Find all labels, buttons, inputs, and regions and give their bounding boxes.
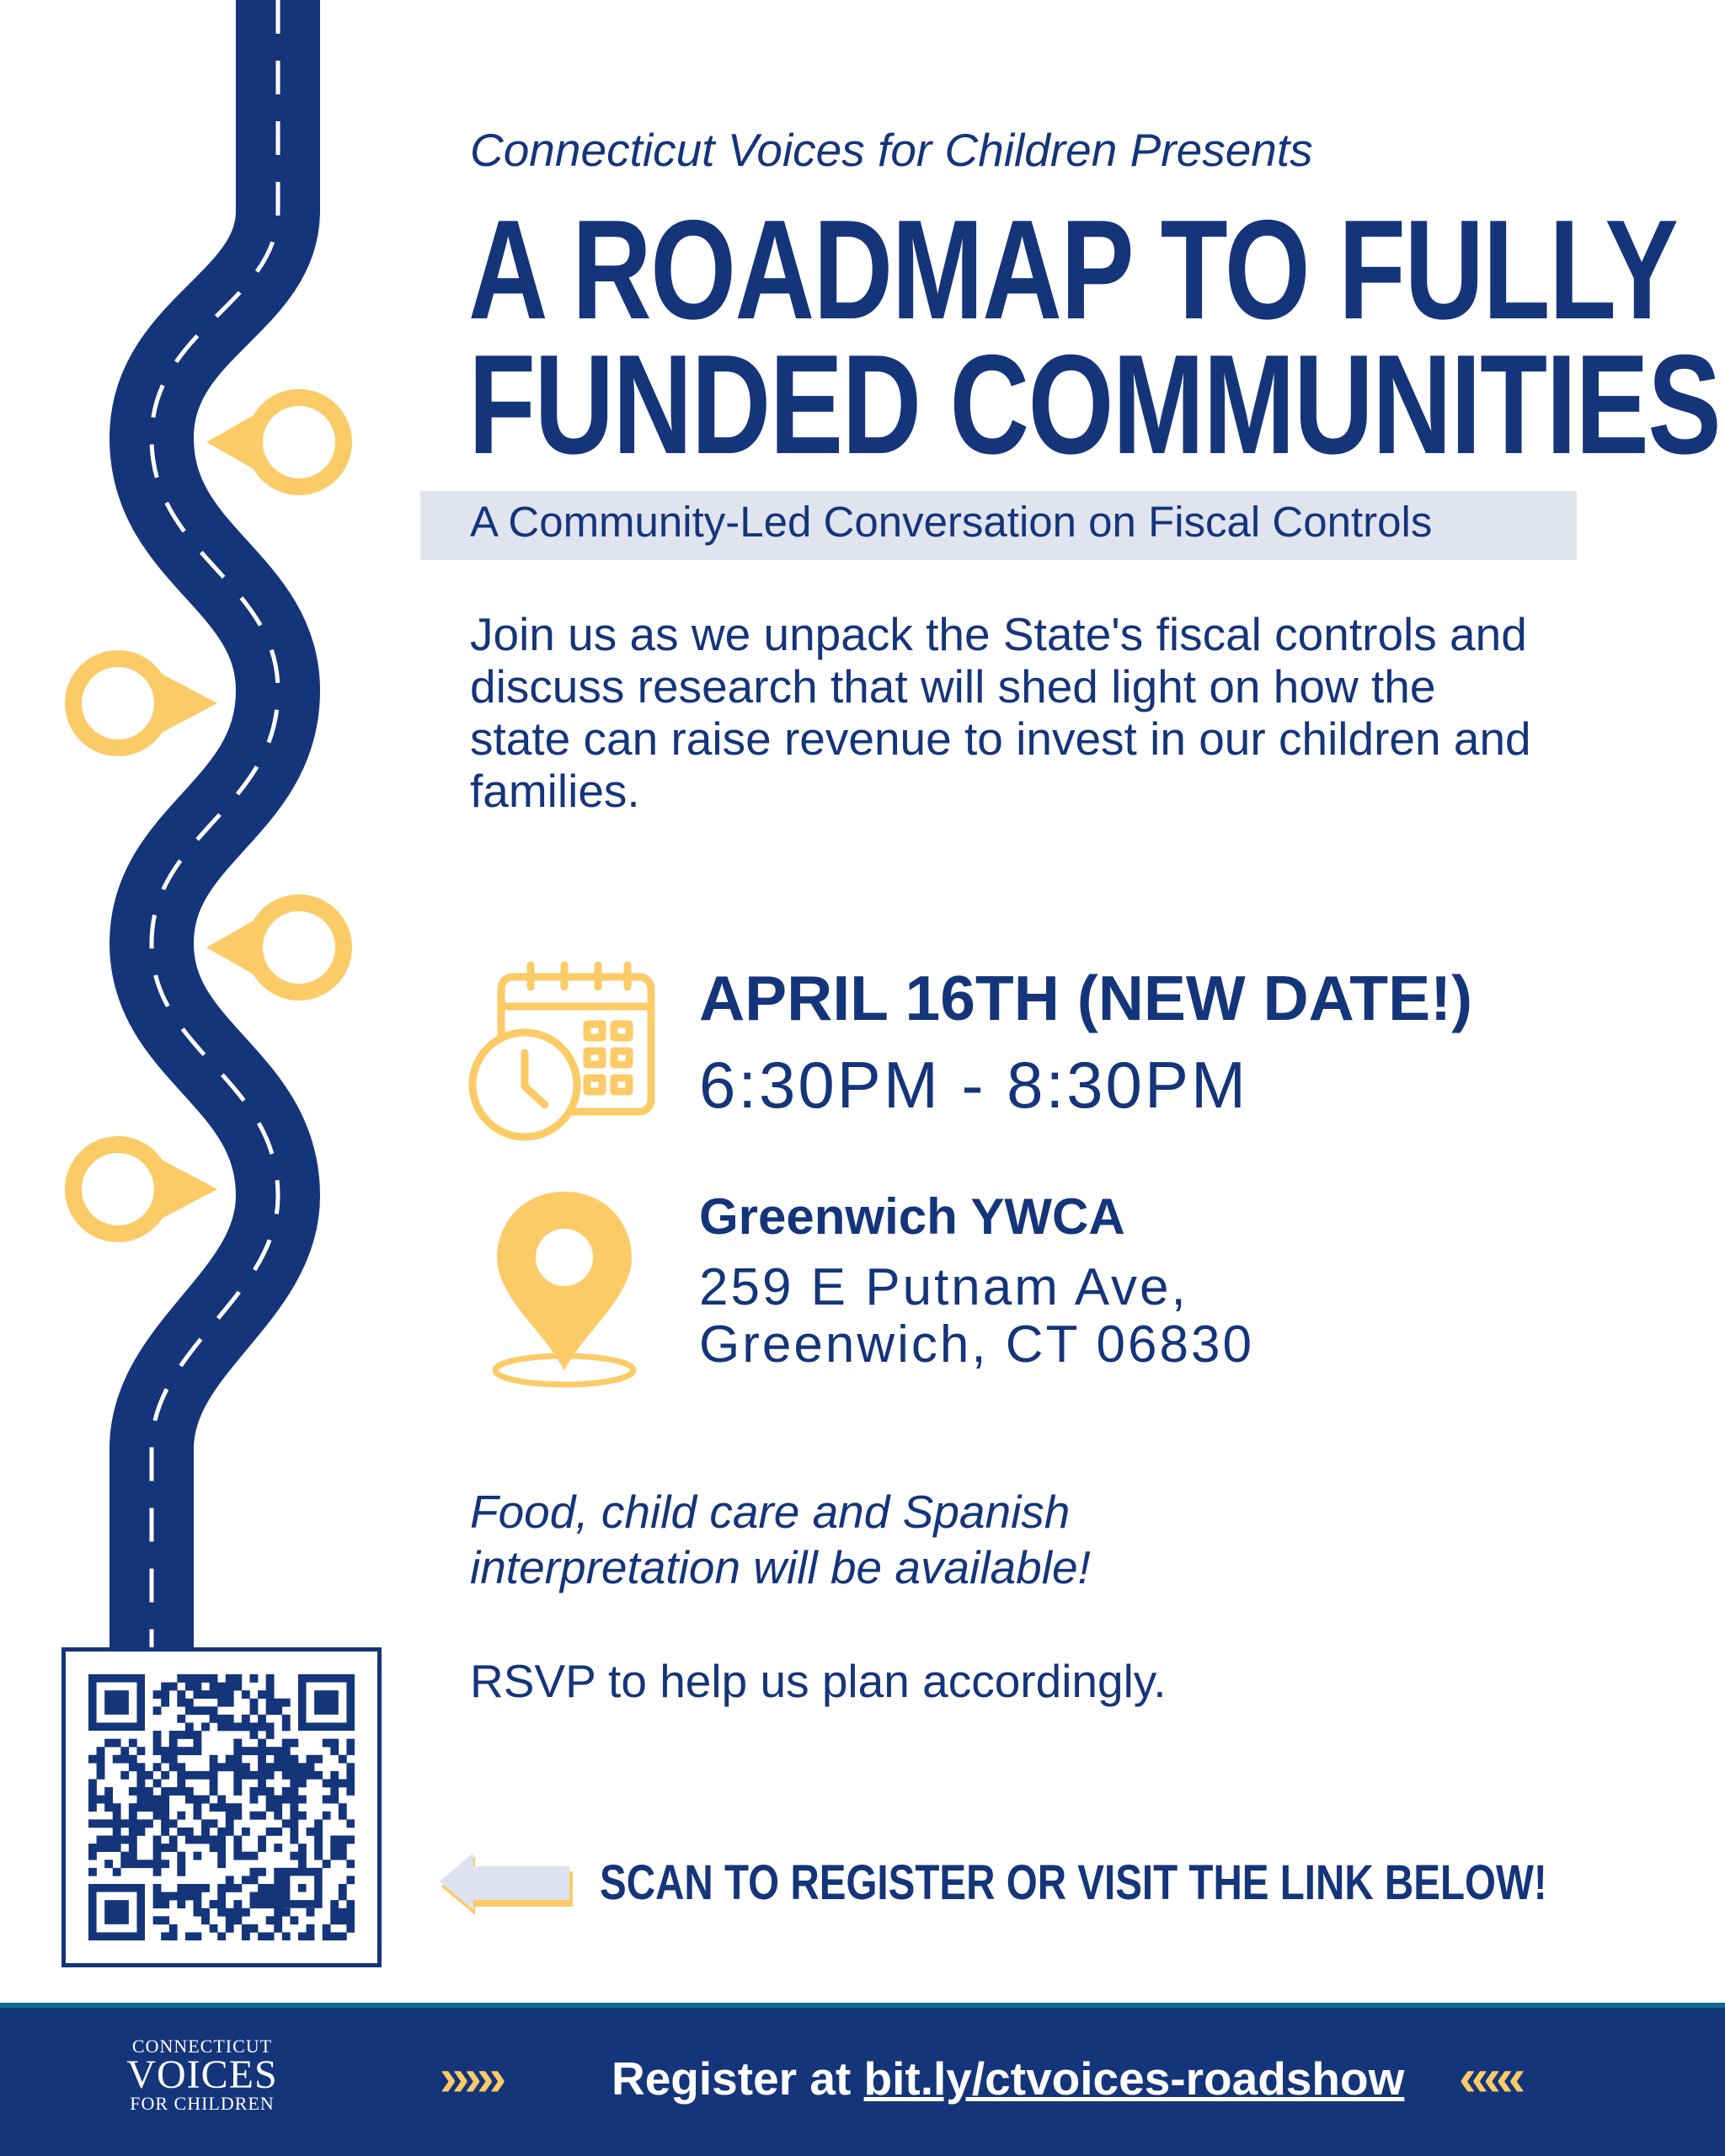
winding-road-illustration [0,0,438,1659]
amenities-note [470,1484,1312,1595]
road-path [152,0,278,1659]
arrow-left-icon [438,1851,577,1915]
scan-cta: SCAN TO REGISTER OR VISIT THE LINK BELOW! [600,1855,1547,1910]
event-title-line-2: FUNDED COMMUNITIES [468,325,1721,483]
event-date: APRIL 16TH (NEW DATE!) [699,963,1473,1033]
event-venue: Greenwich YWCA [699,1188,1125,1245]
event-title-line-1: A ROADMAP TO FULLY [468,190,1678,349]
road-pin-2 [73,659,163,748]
presenter-line: Connecticut Voices for Children Presents [470,124,1313,176]
road-pin-1 [254,398,344,487]
rsvp-note: RSVP to help us plan accordingly. [470,1655,1167,1707]
amenities-line-2: interpretation will be available! [470,1541,1091,1593]
road-pin-3 [254,903,344,992]
chevrons-right-icon: ››››› [440,2049,502,2107]
road-pin-1-tip [206,411,261,473]
register-link[interactable]: bit.ly/ctvoices-roadshow [863,2052,1405,2105]
calendar-clock-icon [467,960,661,1141]
qr-code[interactable] [88,1674,355,1940]
register-prefix: Register at [611,2052,864,2105]
event-title [468,190,1721,483]
ctvoices-logo: CONNECTICUT VOICES FOR CHILDREN [126,2036,278,2114]
qr-code-frame[interactable] [61,1647,382,1967]
chevrons-left-icon: ‹‹‹‹‹ [1459,2049,1521,2107]
address-line-1: 259 E Putnam Ave, [699,1258,1188,1316]
road-pin-3-tip [206,916,261,979]
event-time: 6:30PM - 8:30PM [699,1048,1248,1122]
intro-paragraph: Join us as we unpack the State's fiscal controls and discuss research that will shed light on how the state can raise revenue to invest in our children and families. [470,608,1531,817]
road-pin-4 [73,1145,163,1234]
map-pin-icon [484,1183,644,1390]
road-pin-4-tip [158,1158,217,1220]
amenities-line-1: Food, child care and Spanish [470,1486,1071,1538]
event-subtitle: A Community-Led Conversation on Fiscal Controls [470,498,1433,546]
register-line [611,2052,1404,2105]
event-address [699,1259,1254,1374]
address-line-2: Greenwich, CT 06830 [699,1315,1254,1374]
road-pin-2-tip [158,672,217,734]
